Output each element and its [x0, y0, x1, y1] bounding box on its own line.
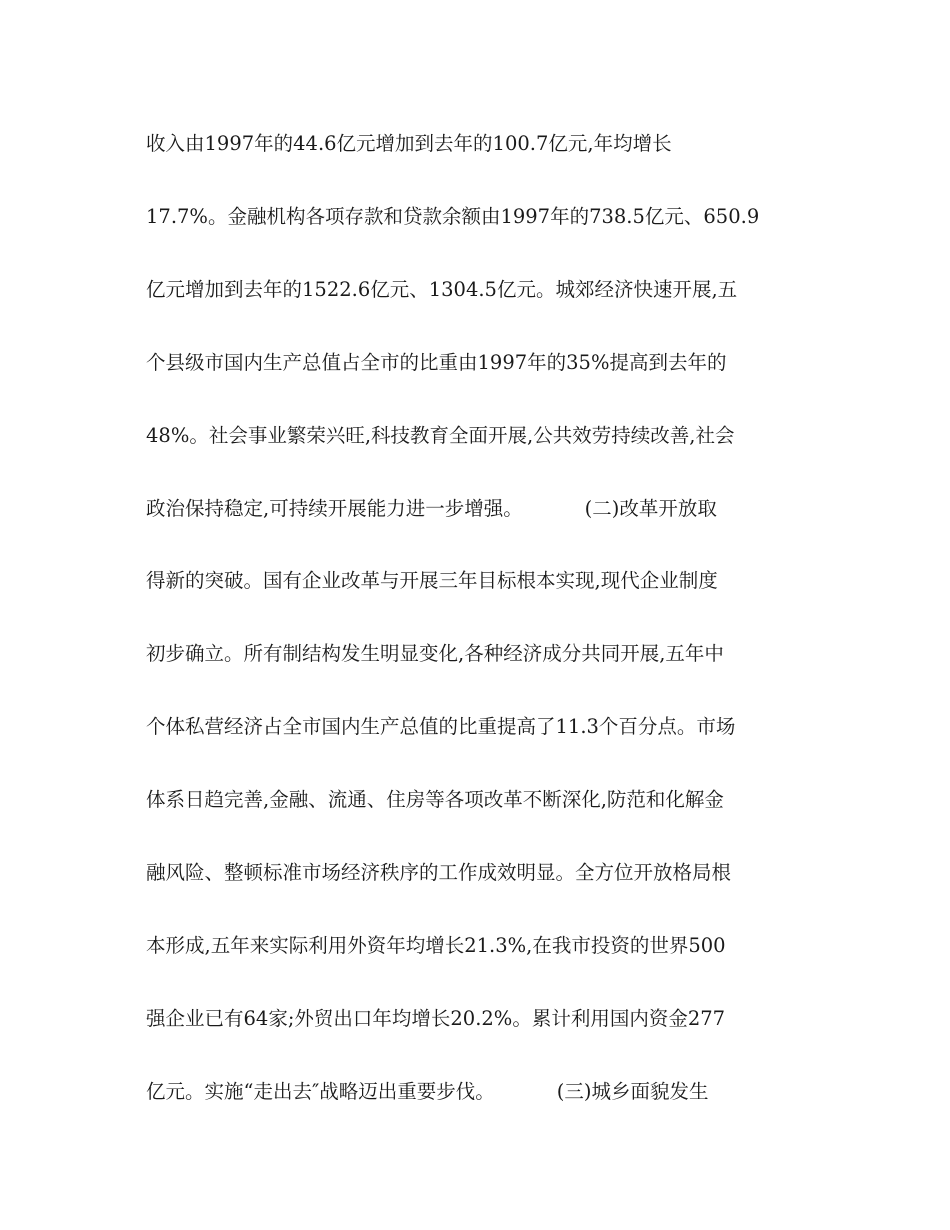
text-line: 强企业已有64家;外贸出口年均增长20.2%。累计利用国内资金277 [146, 1007, 726, 1030]
text-line: 亿元。实施“走出去″战略迈出重要步伐。 (三)城乡面貌发生 [146, 1080, 709, 1103]
text-line: 个县级市国内生产总值占全市的比重由1997年的35%提高到去年的 [146, 351, 727, 374]
text-line: 本形成,五年来实际利用外资年均增长21.3%,在我市投资的世界500 [146, 934, 726, 957]
text-line: 亿元增加到去年的1522.6亿元、1304.5亿元。城郊经济快速开展,五 [146, 278, 738, 301]
text-line: 政治保持稳定,可持续开展能力进一步增强。 (二)改革开放取 [146, 497, 717, 520]
text-line: 48%。社会事业繁荣兴旺,科技教育全面开展,公共效劳持续改善,社会 [146, 424, 735, 447]
text-line: 得新的突破。国有企业改革与开展三年目标根本实现,现代企业制度 [146, 569, 718, 592]
text-line: 体系日趋完善,金融、流通、住房等各项改革不断深化,防范和化解金 [146, 788, 724, 811]
text-line: 17.7%。金融机构各项存款和贷款余额由1997年的738.5亿元、650.9 [146, 205, 760, 228]
text-line: 融风险、整顿标准市场经济秩序的工作成效明显。全方位开放格局根 [146, 861, 732, 884]
text-line: 收入由1997年的44.6亿元增加到去年的100.7亿元,年均增长 [146, 132, 672, 155]
text-line: 初步确立。所有制结构发生明显变化,各种经济成分共同开展,五年中 [146, 642, 724, 665]
text-line: 个体私营经济占全市国内生产总值的比重提高了11.3个百分点。市场 [146, 715, 736, 738]
